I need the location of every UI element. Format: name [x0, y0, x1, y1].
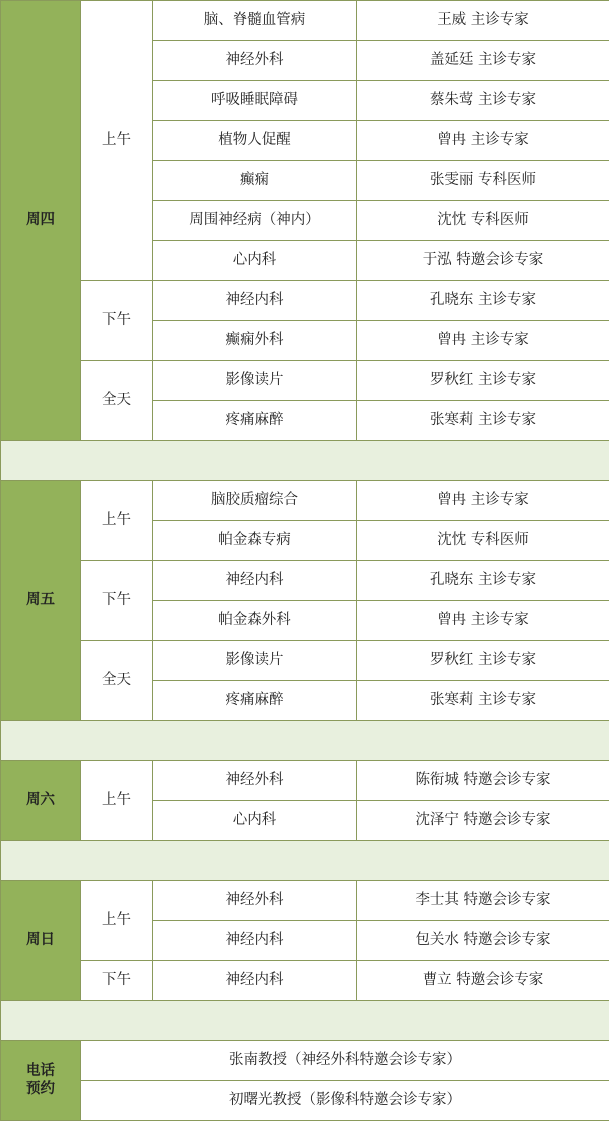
period-morning: 上午	[81, 881, 153, 961]
dept-cell: 影像读片	[153, 641, 357, 681]
dept-cell: 神经外科	[153, 41, 357, 81]
table-row	[1, 641, 609, 681]
doctor-cell: 包关水 特邀会诊专家	[357, 921, 609, 961]
dept-cell: 心内科	[153, 801, 357, 841]
doctor-cell: 沈泽宁 特邀会诊专家	[357, 801, 609, 841]
doctor-cell: 张寒莉 主诊专家	[357, 401, 609, 441]
dept-cell: 疼痛麻醉	[153, 401, 357, 441]
doctor-cell: 罗秋红 主诊专家	[357, 361, 609, 401]
period-allday: 全天	[81, 361, 153, 441]
period-afternoon: 下午	[81, 561, 153, 641]
doctor-cell: 孔晓东 主诊专家	[357, 281, 609, 321]
dept-cell: 神经内科	[153, 281, 357, 321]
doctor-cell: 张雯丽 专科医师	[357, 161, 609, 201]
doctor-cell: 盖延廷 主诊专家	[357, 41, 609, 81]
doctor-cell: 孔晓东 主诊专家	[357, 561, 609, 601]
day-label-thursday: 周四	[1, 1, 81, 441]
period-afternoon: 下午	[81, 961, 153, 1001]
doctor-cell: 曾冉 主诊专家	[357, 481, 609, 521]
spacer-row	[1, 841, 609, 881]
doctor-cell: 曾冉 主诊专家	[357, 601, 609, 641]
period-allday: 全天	[81, 641, 153, 721]
table-row	[1, 281, 609, 321]
doctor-cell: 陈衔城 特邀会诊专家	[357, 761, 609, 801]
doctor-cell: 沈忱 专科医师	[357, 201, 609, 241]
phone-label-line2: 预约	[26, 1080, 55, 1097]
dept-cell: 脑、脊髓血管病	[153, 1, 357, 41]
dept-cell: 神经内科	[153, 961, 357, 1001]
spacer-row	[1, 721, 609, 761]
spacer-cell	[1, 721, 609, 761]
dept-cell: 心内科	[153, 241, 357, 281]
dept-cell: 帕金森外科	[153, 601, 357, 641]
dept-cell: 神经内科	[153, 921, 357, 961]
doctor-cell: 李士其 特邀会诊专家	[357, 881, 609, 921]
dept-cell: 神经外科	[153, 761, 357, 801]
table-row	[1, 561, 609, 601]
doctor-cell: 曾冉 主诊专家	[357, 321, 609, 361]
period-afternoon: 下午	[81, 281, 153, 361]
phone-label-line1: 电话	[26, 1063, 55, 1080]
dept-cell: 神经外科	[153, 881, 357, 921]
dept-cell: 疼痛麻醉	[153, 681, 357, 721]
period-morning: 上午	[81, 1, 153, 281]
table-row	[1, 1081, 609, 1121]
spacer-row	[1, 441, 609, 481]
doctor-cell: 王威 主诊专家	[357, 1, 609, 41]
dept-cell: 植物人促醒	[153, 121, 357, 161]
doctor-cell: 蔡朱莺 主诊专家	[357, 81, 609, 121]
period-morning: 上午	[81, 481, 153, 561]
doctor-cell: 沈忱 专科医师	[357, 521, 609, 561]
doctor-cell: 张寒莉 主诊专家	[357, 681, 609, 721]
dept-cell: 周围神经病（神内）	[153, 201, 357, 241]
table-row	[1, 1041, 609, 1081]
spacer-cell	[1, 441, 609, 481]
phone-appointment-label	[1, 1041, 81, 1121]
table-row	[1, 881, 609, 921]
phone-expert-cell: 张南教授（神经外科特邀会诊专家）	[81, 1041, 609, 1081]
dept-cell: 神经内科	[153, 561, 357, 601]
table-row	[1, 481, 609, 521]
dept-cell: 呼吸睡眠障碍	[153, 81, 357, 121]
table-row	[1, 761, 609, 801]
table-row	[1, 361, 609, 401]
period-morning: 上午	[81, 761, 153, 841]
spacer-cell	[1, 841, 609, 881]
phone-expert-cell: 初曙光教授（影像科特邀会诊专家）	[81, 1081, 609, 1121]
dept-cell: 影像读片	[153, 361, 357, 401]
dept-cell: 脑胶质瘤综合	[153, 481, 357, 521]
doctor-cell: 曾冉 主诊专家	[357, 121, 609, 161]
day-label-sunday: 周日	[1, 881, 81, 1001]
doctor-cell: 罗秋红 主诊专家	[357, 641, 609, 681]
table-row	[1, 1, 609, 41]
spacer-cell	[1, 1001, 609, 1041]
day-label-saturday: 周六	[1, 761, 81, 841]
dept-cell: 帕金森专病	[153, 521, 357, 561]
table-row	[1, 961, 609, 1001]
dept-cell: 癫痫外科	[153, 321, 357, 361]
day-label-friday: 周五	[1, 481, 81, 721]
doctor-cell: 于泓 特邀会诊专家	[357, 241, 609, 281]
spacer-row	[1, 1001, 609, 1041]
dept-cell: 癫痫	[153, 161, 357, 201]
doctor-cell: 曹立 特邀会诊专家	[357, 961, 609, 1001]
